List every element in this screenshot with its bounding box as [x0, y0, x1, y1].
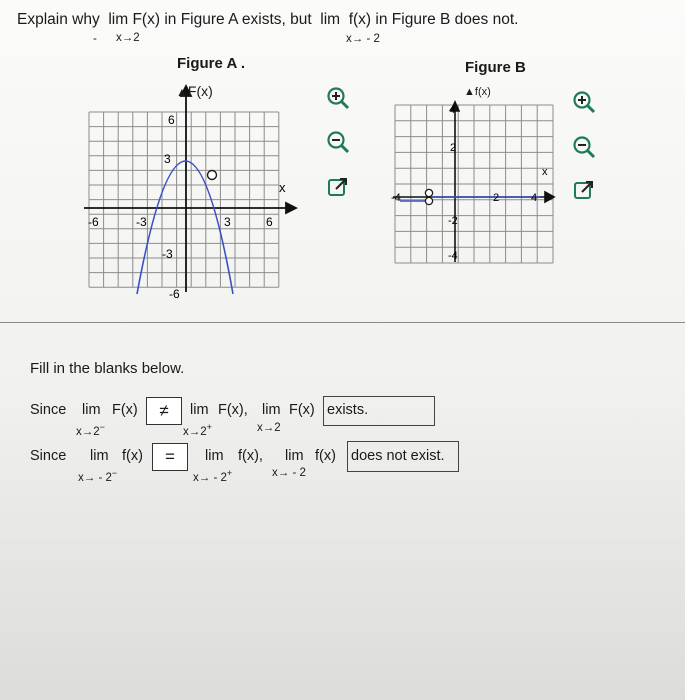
figure-a-x-arrow [286, 203, 296, 213]
line2-sub1: x→ - 2− [78, 468, 118, 484]
figure-a-tick-x-neg3: -3 [136, 215, 147, 229]
figure-a-tick-y-3: 3 [164, 152, 171, 166]
line2-answer-select[interactable] [347, 441, 459, 472]
question-suffix: in Figure B does not. [375, 11, 519, 28]
figure-a-tick-y-neg3: -3 [162, 247, 173, 261]
lim-b: lim [320, 11, 341, 28]
figure-b-zoom-out-icon[interactable] [572, 135, 596, 159]
line2-sub3: x→ - 2 [272, 467, 306, 479]
question-dot: - [93, 33, 97, 45]
figure-a-y-label: ▲F(x) [176, 83, 213, 99]
func-b: f(x) [348, 11, 372, 28]
line2-lim3: lim [285, 448, 304, 464]
figure-b-y-label: ▲f(x) [464, 86, 491, 98]
line2-answer-value: does not exist. [351, 448, 445, 464]
figure-b-tick-y-neg2: -2 [448, 215, 458, 227]
line1-sub1: x→2− [76, 422, 105, 438]
figure-b-tick-x-2: 2 [493, 192, 500, 204]
line1-answer-select[interactable] [323, 396, 435, 426]
instructions-text: Fill in the blanks below. [30, 360, 185, 377]
figure-a-tick-y-6: 6 [168, 113, 175, 127]
line1-lim1: lim [82, 402, 101, 418]
line1-func2: F(x), [218, 402, 248, 418]
line1-relation-select[interactable] [146, 397, 182, 425]
figure-a-zoom-out-icon[interactable] [326, 130, 350, 154]
question-prefix: Explain why [17, 11, 100, 28]
figure-b-open-point-lower [425, 197, 432, 204]
figure-a-title: Figure A . [177, 55, 246, 72]
figure-b-tick-x-neg4: -4 [391, 192, 401, 204]
line1-sub3: x→2 [257, 422, 281, 434]
figure-b-grid [395, 105, 553, 263]
figure-a-zoom-in-icon[interactable] [326, 86, 350, 110]
figure-b-tick-y-2: 2 [450, 142, 457, 154]
figure-b-tick-y-neg4: -4 [448, 250, 458, 262]
figure-a-open-new-window-icon[interactable] [326, 175, 350, 199]
line2-since: Since [30, 448, 67, 464]
figure-b-tick-y-4: 4 [449, 104, 456, 116]
line2-func2: f(x), [238, 448, 263, 464]
figure-b-open-point-upper [425, 189, 432, 196]
figure-a-tick-x-neg6: -6 [88, 215, 99, 229]
line1-lim2: lim [190, 402, 209, 418]
line2-relation-select[interactable] [152, 443, 188, 471]
line1-relation-value: ≠ [159, 401, 169, 420]
limit-subscript-a: x→2 [116, 32, 140, 44]
line1-sub2: x→2+ [183, 422, 212, 438]
line2-sub2: x→ - 2+ [193, 468, 233, 484]
limit-subscript-b: x→ - 2 [346, 33, 380, 45]
figure-a-x-label: x [279, 180, 286, 195]
figure-a-tick-y-neg6: -6 [169, 287, 180, 301]
figure-b-graph [390, 100, 565, 268]
lim-a: lim [108, 11, 129, 28]
line2-relation-value: = [165, 447, 175, 466]
func-a: F(x) [132, 11, 161, 28]
question-mid: in Figure A exists, but [164, 11, 312, 28]
line1-since: Since [30, 402, 67, 418]
figure-a-curve [137, 161, 233, 294]
line1-func3: F(x) [289, 402, 315, 418]
line1-lim3: lim [262, 402, 281, 418]
line2-lim2: lim [205, 448, 224, 464]
figure-b-zoom-in-icon[interactable] [572, 90, 596, 114]
figure-b-open-new-window-icon[interactable] [572, 178, 596, 202]
figure-b-title: Figure B [465, 59, 526, 76]
figure-a-graph [82, 80, 304, 302]
figure-a-tick-x-6: 6 [266, 215, 273, 229]
line1-func1: F(x) [112, 402, 138, 418]
figure-b-x-label: x [542, 166, 548, 178]
question-text [17, 11, 518, 29]
line2-func1: f(x) [122, 448, 143, 464]
line2-func3: f(x) [315, 448, 336, 464]
figure-a-tick-x-3: 3 [224, 215, 231, 229]
figure-b-tick-x-4: 4 [531, 192, 538, 204]
line1-answer-value: exists. [327, 402, 369, 418]
figure-a-grid [89, 112, 279, 287]
section-divider [0, 322, 685, 323]
line2-lim1: lim [90, 448, 109, 464]
figure-a-open-point [208, 171, 217, 180]
